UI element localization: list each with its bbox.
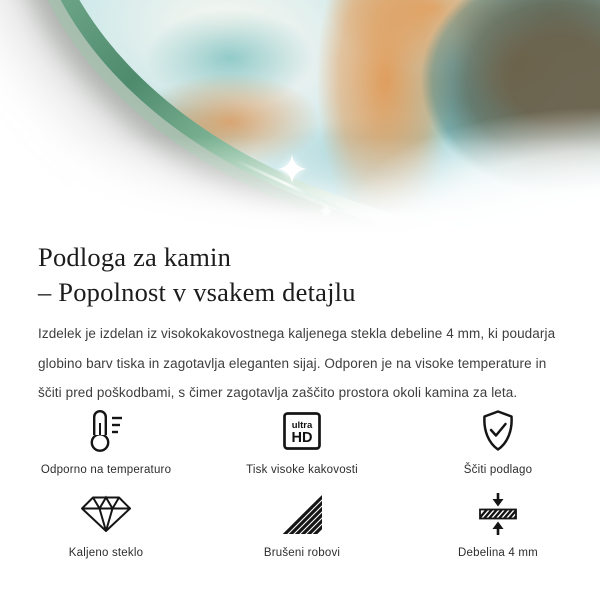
feature-polished-edges — [204, 491, 400, 560]
feature-protection — [400, 408, 596, 477]
title-line-1: Podloga za kamin — [38, 242, 232, 272]
features-grid — [8, 408, 596, 560]
feature-thickness — [400, 491, 596, 560]
feature-label: Odporno na temperaturo — [40, 463, 172, 476]
product-description-text: Izdelek je izdelan iz visokokakovostnega kaljenega stekla debeline 4 mm, ki poudarja globino barv tiska in zagotavlja eleganten sijaj. Odporen je na visoke temperature in ščiti pred poškodbami, s čimer zagotavlja zaščito prostora okoli kamina za leta. — [38, 326, 556, 400]
feature-print-quality — [204, 408, 400, 477]
diamond-icon — [78, 491, 134, 537]
feature-label: Brušeni robovi — [263, 546, 341, 559]
ultra-hd-text-bottom: HD — [291, 429, 313, 446]
feature-temperature — [8, 408, 204, 477]
title-line-2: – Popolnost v vsakem detajlu — [38, 277, 356, 307]
bevel-edges-icon — [279, 491, 325, 537]
thickness-icon — [476, 491, 520, 537]
page-title — [38, 240, 570, 310]
thermometer-icon — [82, 408, 130, 454]
right-white-fade — [0, 0, 600, 236]
feature-tempered-glass — [8, 491, 204, 560]
feature-label: Ščiti podlago — [463, 463, 533, 476]
ultra-hd-text-top: ultra — [291, 419, 313, 431]
product-image[interactable] — [0, 0, 600, 236]
feature-label: Tisk visoke kakovosti — [246, 463, 358, 476]
ultra-hd-icon — [280, 408, 324, 454]
sparkle-icon — [277, 154, 307, 184]
feature-label: Kaljeno steklo — [68, 546, 144, 559]
shield-check-icon — [476, 408, 520, 454]
sparkle-icon-small — [319, 204, 333, 218]
feature-label: Debelina 4 mm — [458, 546, 538, 559]
